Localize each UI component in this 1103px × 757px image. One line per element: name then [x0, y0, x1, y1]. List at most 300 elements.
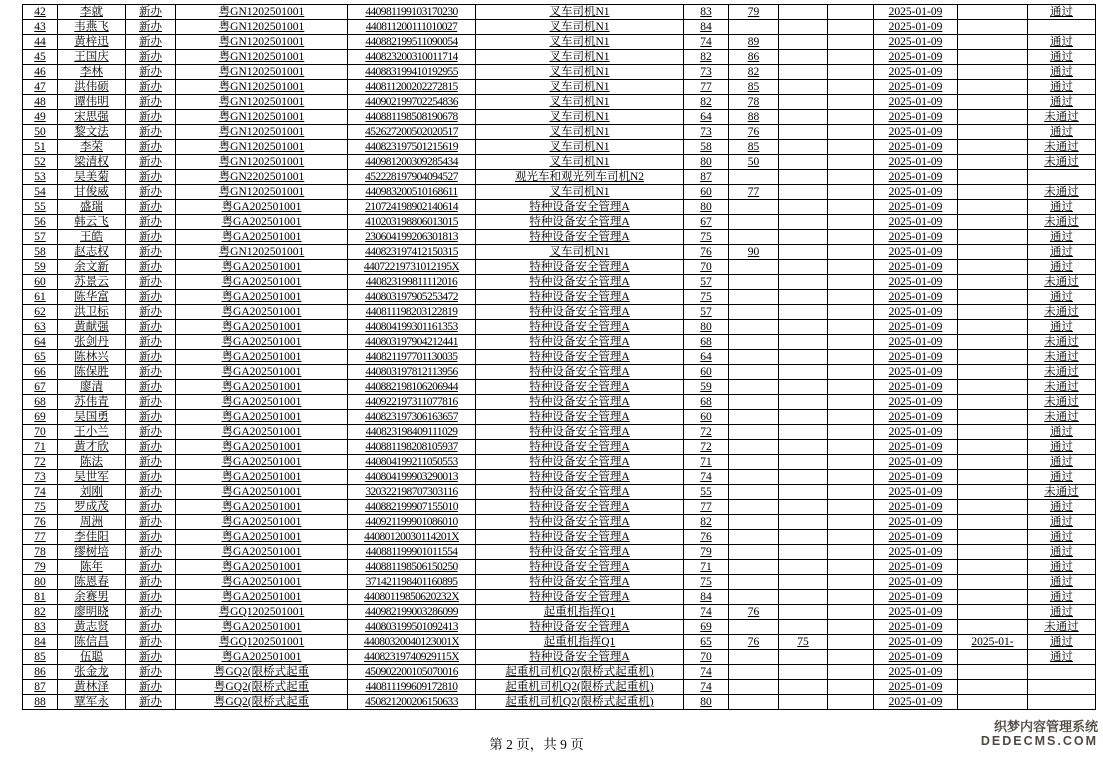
exam-date-2-cell	[958, 500, 1028, 515]
name-cell: 甘俊威	[58, 185, 126, 200]
name-cell: 陈恩春	[58, 575, 126, 590]
score-4-cell	[828, 620, 874, 635]
table-row	[23, 20, 1096, 35]
row-index-cell: 67	[23, 380, 58, 395]
exam-date-2-cell	[958, 335, 1028, 350]
table-row	[23, 35, 1096, 50]
exam-date-2-cell	[958, 560, 1028, 575]
row-index-cell: 56	[23, 215, 58, 230]
exam-date-2-cell	[958, 200, 1028, 215]
job-category-cell: 特种设备安全管理A	[476, 515, 684, 530]
row-index-cell: 78	[23, 545, 58, 560]
table-row	[23, 155, 1096, 170]
score-2-cell	[729, 170, 779, 185]
exam-date-cell: 2025-01-09	[874, 440, 958, 455]
score-2-cell	[729, 500, 779, 515]
row-index-cell: 69	[23, 410, 58, 425]
project-code-cell: 粤GN1202501001	[176, 140, 348, 155]
job-category-cell: 特种设备安全管理A	[476, 620, 684, 635]
exam-date-cell: 2025-01-09	[874, 155, 958, 170]
apply-type-cell: 新办	[126, 425, 176, 440]
row-index-cell: 57	[23, 230, 58, 245]
job-category-cell: 叉车司机N1	[476, 95, 684, 110]
name-cell: 洪卫标	[58, 305, 126, 320]
table-row	[23, 650, 1096, 665]
id-number-cell: 440921199901086010	[348, 515, 476, 530]
row-index-cell: 76	[23, 515, 58, 530]
exam-date-cell: 2025-01-09	[874, 515, 958, 530]
exam-date-2-cell	[958, 515, 1028, 530]
score-1-cell: 64	[684, 110, 729, 125]
score-3-cell	[779, 260, 828, 275]
name-cell: 李就	[58, 5, 126, 20]
table-row	[23, 560, 1096, 575]
apply-type-cell: 新办	[126, 590, 176, 605]
id-number-cell: 450821200206150633	[348, 695, 476, 710]
table-row	[23, 575, 1096, 590]
project-code-cell: 粤GA202501001	[176, 425, 348, 440]
job-category-cell: 特种设备安全管理A	[476, 470, 684, 485]
result-cell: 通过	[1028, 440, 1096, 455]
score-3-cell	[779, 20, 828, 35]
score-2-cell: 82	[729, 65, 779, 80]
score-4-cell	[828, 155, 874, 170]
job-category-cell: 特种设备安全管理A	[476, 215, 684, 230]
score-4-cell	[828, 305, 874, 320]
id-number-cell: 440804199301161353	[348, 320, 476, 335]
score-1-cell: 77	[684, 80, 729, 95]
exam-date-cell: 2025-01-09	[874, 140, 958, 155]
score-2-cell	[729, 230, 779, 245]
table-row	[23, 350, 1096, 365]
apply-type-cell: 新办	[126, 500, 176, 515]
exam-date-cell: 2025-01-09	[874, 560, 958, 575]
project-code-cell: 粤GQ2(限桥式起重	[176, 665, 348, 680]
row-index-cell: 58	[23, 245, 58, 260]
apply-type-cell: 新办	[126, 650, 176, 665]
job-category-cell: 起重机指挥Q1	[476, 635, 684, 650]
score-3-cell	[779, 380, 828, 395]
result-cell: 未通过	[1028, 380, 1096, 395]
table-row	[23, 365, 1096, 380]
result-cell: 通过	[1028, 200, 1096, 215]
score-1-cell: 74	[684, 35, 729, 50]
score-2-cell	[729, 425, 779, 440]
score-1-cell: 75	[684, 290, 729, 305]
exam-date-cell: 2025-01-09	[874, 200, 958, 215]
score-4-cell	[828, 5, 874, 20]
score-2-cell	[729, 530, 779, 545]
score-2-cell: 85	[729, 80, 779, 95]
exam-date-2-cell	[958, 95, 1028, 110]
apply-type-cell: 新办	[126, 545, 176, 560]
id-number-cell: 44080119850620232X	[348, 590, 476, 605]
score-2-cell	[729, 290, 779, 305]
score-1-cell: 80	[684, 695, 729, 710]
score-2-cell	[729, 410, 779, 425]
score-4-cell	[828, 680, 874, 695]
table-row	[23, 50, 1096, 65]
exam-date-cell: 2025-01-09	[874, 620, 958, 635]
score-1-cell: 72	[684, 440, 729, 455]
table-row	[23, 65, 1096, 80]
score-1-cell: 73	[684, 65, 729, 80]
table-row	[23, 5, 1096, 20]
score-1-cell: 84	[684, 590, 729, 605]
job-category-cell: 叉车司机N1	[476, 185, 684, 200]
table-row	[23, 80, 1096, 95]
exam-date-cell: 2025-01-09	[874, 485, 958, 500]
watermark-latin-text: DEDECMS.COM	[980, 734, 1098, 748]
apply-type-cell: 新办	[126, 80, 176, 95]
exam-date-2-cell	[958, 110, 1028, 125]
project-code-cell: 粤GA202501001	[176, 455, 348, 470]
score-2-cell	[729, 485, 779, 500]
exam-date-cell: 2025-01-09	[874, 470, 958, 485]
results-table-body	[23, 5, 1096, 710]
score-3-cell	[779, 245, 828, 260]
exam-date-cell: 2025-01-09	[874, 680, 958, 695]
score-3-cell	[779, 650, 828, 665]
name-cell: 洪伟硕	[58, 80, 126, 95]
table-row	[23, 335, 1096, 350]
name-cell: 谭伟明	[58, 95, 126, 110]
id-number-cell: 440804199211050553	[348, 455, 476, 470]
exam-date-2-cell	[958, 425, 1028, 440]
job-category-cell: 特种设备安全管理A	[476, 275, 684, 290]
result-cell: 未通过	[1028, 110, 1096, 125]
score-4-cell	[828, 455, 874, 470]
score-1-cell: 59	[684, 380, 729, 395]
result-cell: 未通过	[1028, 140, 1096, 155]
apply-type-cell: 新办	[126, 305, 176, 320]
project-code-cell: 粤GN1202501001	[176, 110, 348, 125]
score-3-cell	[779, 350, 828, 365]
exam-date-cell: 2025-01-09	[874, 425, 958, 440]
result-cell: 未通过	[1028, 155, 1096, 170]
job-category-cell: 叉车司机N1	[476, 65, 684, 80]
id-number-cell: 440981200309285434	[348, 155, 476, 170]
row-index-cell: 61	[23, 290, 58, 305]
result-cell: 未通过	[1028, 335, 1096, 350]
job-category-cell: 特种设备安全管理A	[476, 230, 684, 245]
score-3-cell	[779, 455, 828, 470]
id-number-cell: 440803197812113956	[348, 365, 476, 380]
exam-date-cell: 2025-01-09	[874, 695, 958, 710]
id-number-cell: 44080320040123001X	[348, 635, 476, 650]
exam-date-cell: 2025-01-09	[874, 260, 958, 275]
name-cell: 盛瑞	[58, 200, 126, 215]
score-4-cell	[828, 200, 874, 215]
project-code-cell: 粤GA202501001	[176, 230, 348, 245]
table-row	[23, 590, 1096, 605]
score-2-cell	[729, 335, 779, 350]
exam-date-cell: 2025-01-09	[874, 605, 958, 620]
score-3-cell	[779, 110, 828, 125]
project-code-cell: 粤GA202501001	[176, 410, 348, 425]
score-1-cell: 76	[684, 530, 729, 545]
apply-type-cell: 新办	[126, 470, 176, 485]
table-row	[23, 170, 1096, 185]
result-cell: 通过	[1028, 635, 1096, 650]
score-4-cell	[828, 695, 874, 710]
row-index-cell: 64	[23, 335, 58, 350]
exam-date-2-cell	[958, 140, 1028, 155]
score-2-cell	[729, 575, 779, 590]
table-row	[23, 95, 1096, 110]
exam-date-2-cell	[958, 395, 1028, 410]
id-number-cell: 440981199103170230	[348, 5, 476, 20]
score-3-cell	[779, 50, 828, 65]
exam-date-cell: 2025-01-09	[874, 35, 958, 50]
id-number-cell: 440881198506150250	[348, 560, 476, 575]
name-cell: 王小兰	[58, 425, 126, 440]
apply-type-cell: 新办	[126, 635, 176, 650]
exam-date-2-cell	[958, 410, 1028, 425]
score-3-cell	[779, 395, 828, 410]
id-number-cell: 440881198508190678	[348, 110, 476, 125]
apply-type-cell: 新办	[126, 215, 176, 230]
apply-type-cell: 新办	[126, 530, 176, 545]
id-number-cell: 440811200111010027	[348, 20, 476, 35]
score-4-cell	[828, 140, 874, 155]
score-2-cell	[729, 515, 779, 530]
score-4-cell	[828, 470, 874, 485]
score-4-cell	[828, 485, 874, 500]
exam-date-2-cell	[958, 365, 1028, 380]
name-cell: 吴世军	[58, 470, 126, 485]
exam-date-2-cell	[958, 665, 1028, 680]
row-index-cell: 75	[23, 500, 58, 515]
project-code-cell: 粤GA202501001	[176, 200, 348, 215]
apply-type-cell: 新办	[126, 515, 176, 530]
result-cell: 通过	[1028, 320, 1096, 335]
score-2-cell	[729, 350, 779, 365]
score-4-cell	[828, 530, 874, 545]
score-2-cell	[729, 305, 779, 320]
score-2-cell	[729, 200, 779, 215]
exam-date-2-cell	[958, 35, 1028, 50]
score-3-cell	[779, 80, 828, 95]
name-cell: 黎文法	[58, 125, 126, 140]
exam-date-cell: 2025-01-09	[874, 410, 958, 425]
result-cell: 通过	[1028, 245, 1096, 260]
id-number-cell: 440823198409111029	[348, 425, 476, 440]
name-cell: 黄梓迅	[58, 35, 126, 50]
job-category-cell: 叉车司机N1	[476, 245, 684, 260]
table-row	[23, 455, 1096, 470]
result-cell: 通过	[1028, 260, 1096, 275]
result-cell: 未通过	[1028, 185, 1096, 200]
id-number-cell: 440811198203122819	[348, 305, 476, 320]
result-cell: 通过	[1028, 5, 1096, 20]
exam-date-cell: 2025-01-09	[874, 455, 958, 470]
table-row	[23, 695, 1096, 710]
table-row	[23, 425, 1096, 440]
id-number-cell: 452627200502020517	[348, 125, 476, 140]
result-cell: 通过	[1028, 65, 1096, 80]
exam-date-2-cell	[958, 245, 1028, 260]
score-3-cell	[779, 230, 828, 245]
score-3-cell	[779, 5, 828, 20]
id-number-cell: 440811199609172810	[348, 680, 476, 695]
project-code-cell: 粤GA202501001	[176, 365, 348, 380]
dedecms-watermark	[981, 719, 1098, 749]
apply-type-cell: 新办	[126, 560, 176, 575]
score-2-cell: 76	[729, 125, 779, 140]
name-cell: 赵志权	[58, 245, 126, 260]
exam-date-2-cell: 2025-01-	[958, 635, 1028, 650]
name-cell: 陈法	[58, 455, 126, 470]
apply-type-cell: 新办	[126, 110, 176, 125]
exam-date-cell: 2025-01-09	[874, 50, 958, 65]
score-4-cell	[828, 500, 874, 515]
apply-type-cell: 新办	[126, 260, 176, 275]
project-code-cell: 粤GN1202501001	[176, 80, 348, 95]
score-1-cell: 65	[684, 635, 729, 650]
id-number-cell: 320322198707303116	[348, 485, 476, 500]
name-cell: 宋思强	[58, 110, 126, 125]
id-number-cell: 440803199501092413	[348, 620, 476, 635]
exam-date-2-cell	[958, 125, 1028, 140]
job-category-cell: 特种设备安全管理A	[476, 365, 684, 380]
id-number-cell: 440804199903290013	[348, 470, 476, 485]
score-4-cell	[828, 110, 874, 125]
table-row	[23, 395, 1096, 410]
name-cell: 韦燕飞	[58, 20, 126, 35]
table-row	[23, 245, 1096, 260]
table-row	[23, 665, 1096, 680]
job-category-cell: 特种设备安全管理A	[476, 530, 684, 545]
table-row	[23, 380, 1096, 395]
score-4-cell	[828, 320, 874, 335]
exam-date-cell: 2025-01-09	[874, 305, 958, 320]
score-1-cell: 55	[684, 485, 729, 500]
row-index-cell: 42	[23, 5, 58, 20]
name-cell: 陈年	[58, 560, 126, 575]
score-3-cell	[779, 425, 828, 440]
id-number-cell: 440803197904212441	[348, 335, 476, 350]
exam-date-2-cell	[958, 605, 1028, 620]
result-cell: 未通过	[1028, 365, 1096, 380]
score-3-cell	[779, 35, 828, 50]
exam-date-2-cell	[958, 5, 1028, 20]
name-cell: 罗成茂	[58, 500, 126, 515]
page-footer: 第 2 页，共 9 页	[489, 737, 584, 752]
score-3-cell	[779, 290, 828, 305]
result-cell: 通过	[1028, 455, 1096, 470]
score-3-cell	[779, 170, 828, 185]
result-cell: 未通过	[1028, 305, 1096, 320]
score-3-cell	[779, 440, 828, 455]
name-cell: 伍聪	[58, 650, 126, 665]
exam-date-2-cell	[958, 20, 1028, 35]
job-category-cell: 特种设备安全管理A	[476, 440, 684, 455]
result-cell: 通过	[1028, 470, 1096, 485]
table-row	[23, 440, 1096, 455]
job-category-cell: 叉车司机N1	[476, 125, 684, 140]
job-category-cell: 特种设备安全管理A	[476, 425, 684, 440]
score-3-cell	[779, 275, 828, 290]
job-category-cell: 特种设备安全管理A	[476, 350, 684, 365]
exam-date-2-cell	[958, 695, 1028, 710]
table-row	[23, 680, 1096, 695]
score-2-cell	[729, 695, 779, 710]
exam-date-2-cell	[958, 215, 1028, 230]
job-category-cell: 特种设备安全管理A	[476, 260, 684, 275]
result-cell	[1028, 665, 1096, 680]
exam-date-cell: 2025-01-09	[874, 335, 958, 350]
id-number-cell: 440803197905253472	[348, 290, 476, 305]
project-code-cell: 粤GA202501001	[176, 380, 348, 395]
name-cell: 黄林泽	[58, 680, 126, 695]
score-1-cell: 68	[684, 395, 729, 410]
name-cell: 周洲	[58, 515, 126, 530]
exam-date-2-cell	[958, 290, 1028, 305]
job-category-cell: 特种设备安全管理A	[476, 410, 684, 425]
project-code-cell: 粤GN1202501001	[176, 65, 348, 80]
exam-date-cell: 2025-01-09	[874, 365, 958, 380]
score-2-cell: 90	[729, 245, 779, 260]
score-4-cell	[828, 650, 874, 665]
score-2-cell: 79	[729, 5, 779, 20]
score-1-cell: 82	[684, 515, 729, 530]
apply-type-cell: 新办	[126, 410, 176, 425]
name-cell: 黄志贤	[58, 620, 126, 635]
id-number-cell: 450902200105070016	[348, 665, 476, 680]
score-4-cell	[828, 395, 874, 410]
id-number-cell: 440982199003286099	[348, 605, 476, 620]
table-row	[23, 635, 1096, 650]
project-code-cell: 粤GQ2(限桥式起重	[176, 680, 348, 695]
id-number-cell: 440823200310011714	[348, 50, 476, 65]
exam-date-2-cell	[958, 50, 1028, 65]
project-code-cell: 粤GN1202501001	[176, 185, 348, 200]
row-index-cell: 81	[23, 590, 58, 605]
score-3-cell	[779, 530, 828, 545]
result-cell: 通过	[1028, 425, 1096, 440]
row-index-cell: 53	[23, 170, 58, 185]
apply-type-cell: 新办	[126, 395, 176, 410]
score-2-cell	[729, 380, 779, 395]
job-category-cell: 特种设备安全管理A	[476, 650, 684, 665]
score-4-cell	[828, 590, 874, 605]
exam-results-table	[22, 4, 1096, 710]
score-4-cell	[828, 545, 874, 560]
score-4-cell	[828, 635, 874, 650]
project-code-cell: 粤GA202501001	[176, 575, 348, 590]
id-number-cell: 44080120030114201X	[348, 530, 476, 545]
table-row	[23, 305, 1096, 320]
job-category-cell: 特种设备安全管理A	[476, 305, 684, 320]
exam-date-cell: 2025-01-09	[874, 650, 958, 665]
row-index-cell: 72	[23, 455, 58, 470]
name-cell: 梁清权	[58, 155, 126, 170]
row-index-cell: 50	[23, 125, 58, 140]
row-index-cell: 74	[23, 485, 58, 500]
result-cell: 未通过	[1028, 350, 1096, 365]
score-3-cell	[779, 410, 828, 425]
apply-type-cell: 新办	[126, 620, 176, 635]
score-4-cell	[828, 95, 874, 110]
score-2-cell: 50	[729, 155, 779, 170]
score-1-cell: 77	[684, 500, 729, 515]
exam-date-2-cell	[958, 545, 1028, 560]
name-cell: 余文新	[58, 260, 126, 275]
score-4-cell	[828, 65, 874, 80]
project-code-cell: 粤GN2202501001	[176, 170, 348, 185]
score-1-cell: 67	[684, 215, 729, 230]
